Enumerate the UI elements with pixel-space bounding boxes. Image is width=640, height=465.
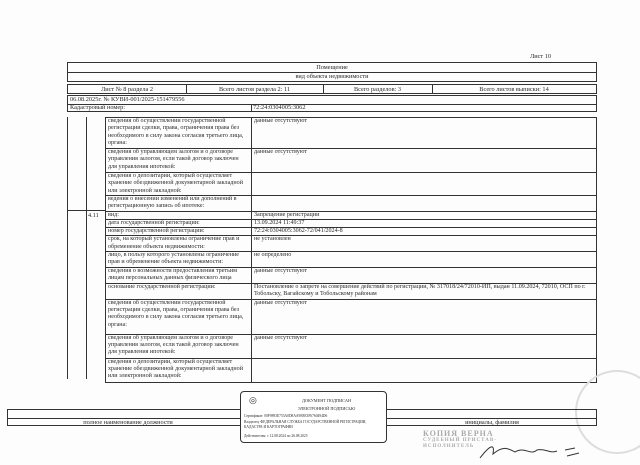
sheet-of-section: Лист № 8 раздела 2 [100,86,154,93]
table-row [106,149,597,173]
handwritten-signature [475,440,585,462]
section-sheets: Всего листов раздела 2: 11 [218,86,291,93]
row-label: сведения об осуществлении государственной регистрации сделки, права, ограничения права без необходимого в силу закона согласия третьего лица, органа: [106,118,252,149]
row-label: дата государственной регистрации: [106,219,252,227]
row-label: сведения о депозитарии, который осуществляет хранение обездвиженной документарной закладной или электронной закладной: [106,358,252,382]
copy-stamp-line3: ИСПОЛНИТЕЛЬ [423,444,475,449]
row-label: сведения о возможности предоставления третьим лицам персональных данных физического лица [106,267,252,283]
row-value: данные отсутствуют [252,149,597,173]
stamp-valid: Действителен: с 12.08.2024 по 26.08.2025 [244,434,308,438]
table-row [106,283,597,299]
row-label: ведения о внесении изменений или дополнений в регистрационную запись об ипотеке: [106,196,252,212]
stamp-line2: ЭЛЕКТРОННОЙ ПОДПИСЬЮ [297,406,356,411]
table-row [106,358,597,382]
row-label: сведения о депозитарии, который осуществляет хранение обездвиженной документарной закладной или электронной закладной: [106,173,252,196]
table-row [106,334,597,358]
document-number: 06.08.2025г. № КУВИ-001/2025-151479556 [70,96,185,103]
row-label: сведения об управляющем залогом и о договоре управления залогом, если такой договор заключен для управления ипотекой: [106,334,252,358]
emblem-icon: ◎ [249,395,257,405]
extract-sheets: Всего листов выписки: 14 [479,86,549,93]
table-row [106,118,597,149]
name-caption: инициалы, фамилия [465,419,519,426]
entry-number: 4.11 [88,212,99,219]
row-value: данные отсутствуют [252,118,597,149]
row-value: данные отсутствуют [252,299,597,334]
row-value [252,358,597,382]
row-label: срок, на который установлены ограничение прав и обременение объекта недвижимости: [106,236,252,252]
position-caption: полное наименование должности [83,419,173,426]
document-reference [67,95,597,112]
row-value: 13.09.2024 11:49:37 [252,219,597,227]
row-value: 72:24:0304005:3062-72/041/2024-8 [252,228,597,236]
row-value: не определено [252,252,597,268]
row-label: сведения об управляющем залогом и о договоре управления залогом, если такой договор заключен для управления ипотекой: [106,149,252,173]
row-label: номер государственной регистрации: [106,228,252,236]
row-value: данные отсутствуют [252,334,597,358]
table-row [106,219,597,227]
object-header [67,62,597,82]
row-value: Запрещение регистрации [252,211,597,219]
sheet-info [67,84,597,94]
table-row [106,196,597,212]
stamp-owner: Владелец: ФЕДЕРАЛЬНАЯ СЛУЖБА ГОСУДАРСТВЕННОЙ РЕГИСТРАЦИИ, КАДАСТРА И КАРТОГРАФИИ [244,420,367,429]
table-row [106,252,597,268]
row-label: вид: [106,211,252,219]
table-row [106,236,597,252]
row-value: не установлен [252,236,597,252]
row-label: основание государственной регистрации: [106,283,252,299]
table-row [106,228,597,236]
cadastral-label: Кадастровый номер: [70,104,126,111]
object-type-caption: вид объекта недвижимости [295,73,369,80]
electronic-signature-stamp [240,391,387,443]
stamp-line1: ДОКУМЕНТ ПОДПИСАН [301,398,352,403]
table-row [106,173,597,196]
stamp-cert: Сертификат: 00F9893E753A0D8AA9E8E3F6760494D6 [244,414,328,418]
table-row [106,267,597,283]
object-name: Помещение [316,64,348,71]
row-value [252,196,597,212]
encumbrance-table [105,117,597,383]
cadastral-number: 72:24:0304005:3062 [253,104,306,111]
copy-stamp-line2: СУДЕБНЫЙ ПРИСТАВ- [423,438,497,443]
row-value [252,173,597,196]
row-value: данные отсутствуют [252,267,597,283]
table-row [106,211,597,219]
sheet-number: Лист 10 [530,53,552,60]
row-label: сведения об осуществлении государственной регистрации сделки, права, ограничения права без необходимого в силу закона согласия третьего лица, органа: [106,299,252,334]
row-value: Постановление о запрете на совершение действий по регистрации, № 317018/24/72010-ИП, выдан 11.09.2024, 72010, ОСП по г. Тобольску, Вагайскому и Тобольскому районам [252,283,597,299]
table-row [106,299,597,334]
copy-stamp-line1: КОПИЯ ВЕРНА [423,429,494,438]
sections-total: Всего разделов: 3 [353,86,402,93]
row-label: лицо, в пользу которого установлены ограничение прав и обременение объекта недвижимости: [106,252,252,268]
